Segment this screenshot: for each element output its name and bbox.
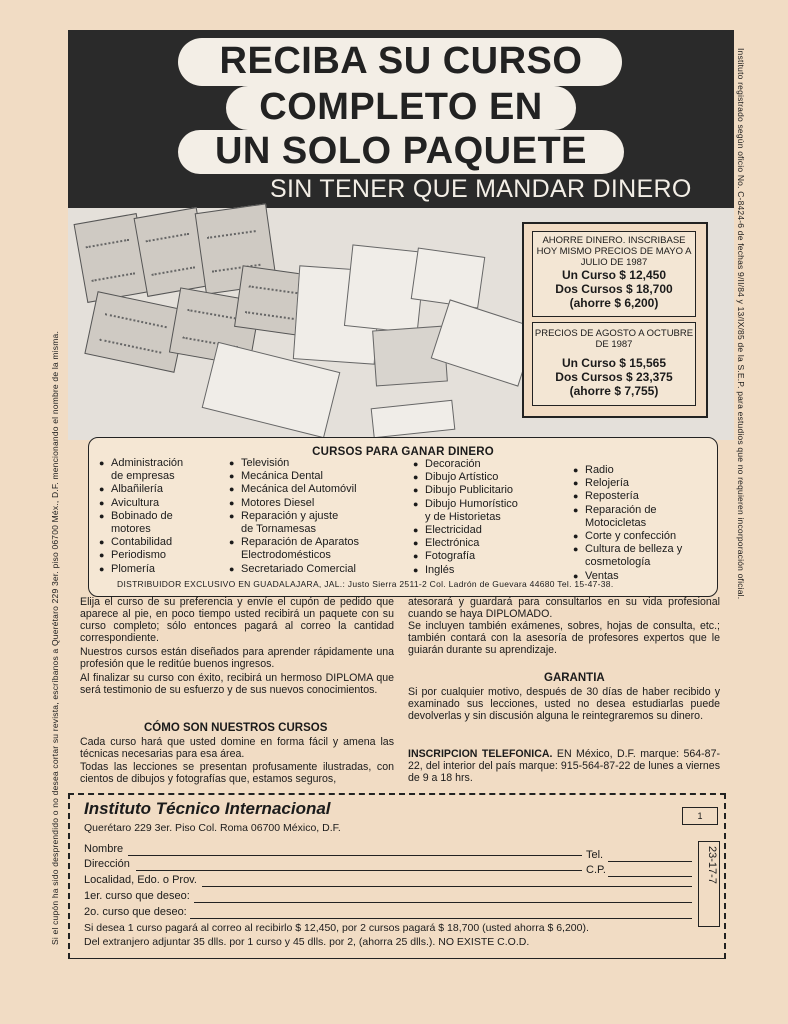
body-left-p2: Nuestros cursos están diseñados para aprender rápidamente una profesión que le reditúe buenos ingresos. [80, 646, 394, 671]
course-item: ● Electricidad [413, 524, 563, 537]
localidad-label: Localidad, Edo. o Prov. [84, 874, 197, 886]
direccion-field[interactable] [136, 870, 582, 871]
distributor-line: DISTRIBUIDOR EXCLUSIVO EN GUADALAJARA, JAL.: Justo Sierra 2511-2 Col. Ladrón de Guevara 44680 Tel. 15-47-38. [117, 579, 614, 589]
cp-label: C.P. [586, 864, 606, 876]
course-item: cosmetología [585, 556, 651, 569]
course-item: y de Historietas [425, 510, 501, 523]
nombre-field[interactable] [128, 855, 582, 856]
course-item: ● Repostería [573, 490, 713, 503]
curso1-field[interactable] [194, 902, 692, 903]
course-item: ● Administración [99, 457, 229, 470]
course-item: Motocicletas [585, 516, 647, 529]
foreign-note: Del extranjero adjuntar 35 dlls. por 1 curso y 45 dlls. por 2, (ahorra 25 dlls.). NO EXISTE C.O.D. [84, 936, 530, 948]
course-item: ● Televisión [229, 457, 407, 470]
headline-line-1: RECIBA SU CURSO [219, 40, 583, 82]
order-coupon [68, 793, 726, 959]
headline-subtitle: SIN TENER QUE MANDAR DINERO [270, 175, 692, 203]
course-item: ● Plomería [99, 563, 229, 576]
curso2-field[interactable] [190, 918, 692, 919]
body-right-p1: atesorará y guardará para consultarlos en su vida profesional cuando se haya DIPLOMADO. [408, 596, 720, 621]
localidad-field[interactable] [202, 886, 692, 887]
como-title: CÓMO SON NUESTROS CURSOS [144, 722, 328, 734]
course-column-1 [99, 457, 229, 576]
institute-name: Instituto Técnico Internacional [84, 799, 331, 818]
course-item: ● Motores Diesel [229, 497, 407, 510]
hero-banner [68, 30, 734, 208]
telefonica-text: INSCRIPCION TELEFONICA. EN México, D.F. marque: 564-87-22, del interior del país marque: 915-564-87-22 de lunes a viernes de 9 a 18 hrs. [408, 748, 720, 785]
coupon-number: 1 [682, 807, 718, 825]
price-may-heading: AHORRE DINERO. INSCRIBASE HOY MISMO PRECIOS DE MAYO A JULIO DE 1987 [536, 235, 692, 268]
date-code: 23-17-7 [706, 846, 718, 884]
price-panel-may [532, 231, 696, 317]
price-aug-one: Un Curso $ 15,565 [561, 356, 667, 370]
course-item: motores [111, 523, 151, 536]
course-item: ● Radio [573, 464, 713, 477]
price-box [522, 222, 708, 418]
curso1-label: 1er. curso que deseo: [84, 890, 190, 902]
body-left-p1: Elija el curso de su preferencia y envíe el cupón de pedido que aparece al pie, en poco tiempo usted recibirá un paquete con su curso completo; sólo entonces pagará al correo la cantidad correspondiente. [80, 596, 394, 645]
course-item: ● Mecánica del Automóvil [229, 483, 407, 496]
side-note-left: Si el cupón ha sido desprendido o no desea cortar su revista, escríbanos a Querétaro 229 3er. piso 06700 Méx., D.F. mencionando el nombre de la misma. [50, 330, 60, 945]
lesson-sheets-image [411, 248, 486, 309]
nombre-label: Nombre [84, 843, 124, 855]
course-item: ● Secretariado Comercial [229, 563, 407, 576]
advertisement [68, 30, 734, 958]
course-item: de Tornamesas [241, 523, 317, 536]
garantia-title: GARANTIA [544, 672, 605, 684]
envelope-image [371, 400, 456, 438]
course-item: ● Contabilidad [99, 536, 229, 549]
course-item: ● Dibujo Humorístico [413, 498, 563, 511]
cp-field[interactable] [608, 876, 692, 877]
course-item: ● Dibujo Artístico [413, 471, 563, 484]
payment-note: Si desea 1 curso pagará al correo al recibirlo $ 12,450, por 2 cursos pagará $ 18,700 (usted ahorra $ 6,200). [84, 922, 589, 934]
como-p2: Todas las lecciones se presentan profusamente ilustradas, con cientos de dibujos y fotografías que, estamos seguros, [80, 761, 394, 786]
courses-title: CURSOS PARA GANAR DINERO [312, 446, 494, 458]
course-item: ● Reparación y ajuste [229, 510, 407, 523]
course-item: ● Cultura de belleza y [573, 543, 713, 556]
course-column-3 [413, 458, 563, 577]
curso2-label: 2o. curso que deseo: [84, 906, 187, 918]
course-item: ● Avicultura [99, 497, 229, 510]
course-item: ● Ventas [573, 570, 713, 583]
course-item: ● Periodismo [99, 549, 229, 562]
course-item: ● Dibujo Publicitario [413, 484, 563, 497]
course-item: ● Bobinado de [99, 510, 229, 523]
side-note-right: Instituto registrado según oficio No. C-8424-6 de fechas 9/II/84 y 13/IX/85 de la S.E.P. para estudios que no requieren incorporación oficial. [736, 48, 746, 600]
price-aug-savings: (ahorre $ 7,755) [569, 384, 659, 398]
body-right-p2: Se incluyen también exámenes, sobres, hojas de consulta, etc.; también contará con la asesoría de profesores expertos que le guiarán durante su aprendizaje. [408, 620, 720, 657]
course-item: de empresas [111, 470, 175, 483]
garantia-text: Si por cualquier motivo, después de 30 días de haber recibido y examinado sus lecciones, usted no desea estudiarlas puede devolverlas y sin discusión alguna le reintegraremos su dinero. [408, 686, 720, 723]
tel-field[interactable] [608, 861, 692, 862]
course-item: ● Inglés [413, 564, 563, 577]
course-item: ● Fotografía [413, 550, 563, 563]
headline-line-3: UN SOLO PAQUETE [214, 130, 588, 172]
course-item: ● Electrónica [413, 537, 563, 550]
tel-label: Tel. [586, 849, 604, 861]
course-item: ● Corte y confección [573, 530, 713, 543]
price-may-savings: (ahorre $ 6,200) [569, 296, 659, 310]
institute-address: Querétaro 229 3er. Piso Col. Roma 06700 México, D.F. [84, 822, 341, 834]
course-item: ● Mecánica Dental [229, 470, 407, 483]
price-panel-august [532, 322, 696, 406]
como-p1: Cada curso hará que usted domine en forma fácil y amena las técnicas necesarias para esa área. [80, 736, 394, 761]
course-item: ● Reparación de [573, 504, 713, 517]
course-item: ● Decoración [413, 458, 563, 471]
price-aug-heading: PRECIOS DE AGOSTO A OCTUBRE DE 1987 [534, 328, 694, 350]
course-column-2 [229, 457, 407, 576]
direccion-label: Dirección [84, 858, 130, 870]
price-aug-two: Dos Cursos $ 23,375 [555, 370, 673, 384]
headline-line-2: COMPLETO EN [259, 86, 543, 128]
course-column-4 [573, 464, 713, 583]
course-item: ● Albañilería [99, 483, 229, 496]
price-may-one: Un Curso $ 12,450 [561, 268, 667, 282]
course-item: Electrodomésticos [241, 549, 331, 562]
telefonica-title: INSCRIPCION TELEFONICA. [408, 748, 553, 760]
price-may-two: Dos Cursos $ 18,700 [555, 282, 673, 296]
course-item: ● Reparación de Aparatos [229, 536, 407, 549]
course-item: ● Relojería [573, 477, 713, 490]
date-code-box [698, 841, 720, 927]
courses-panel [88, 437, 718, 597]
body-left-p3: Al finalizar su curso con éxito, recibirá un hermoso DIPLOMA que será testimonio de su esfuerzo y de sus nuevos conocimientos. [80, 672, 394, 697]
